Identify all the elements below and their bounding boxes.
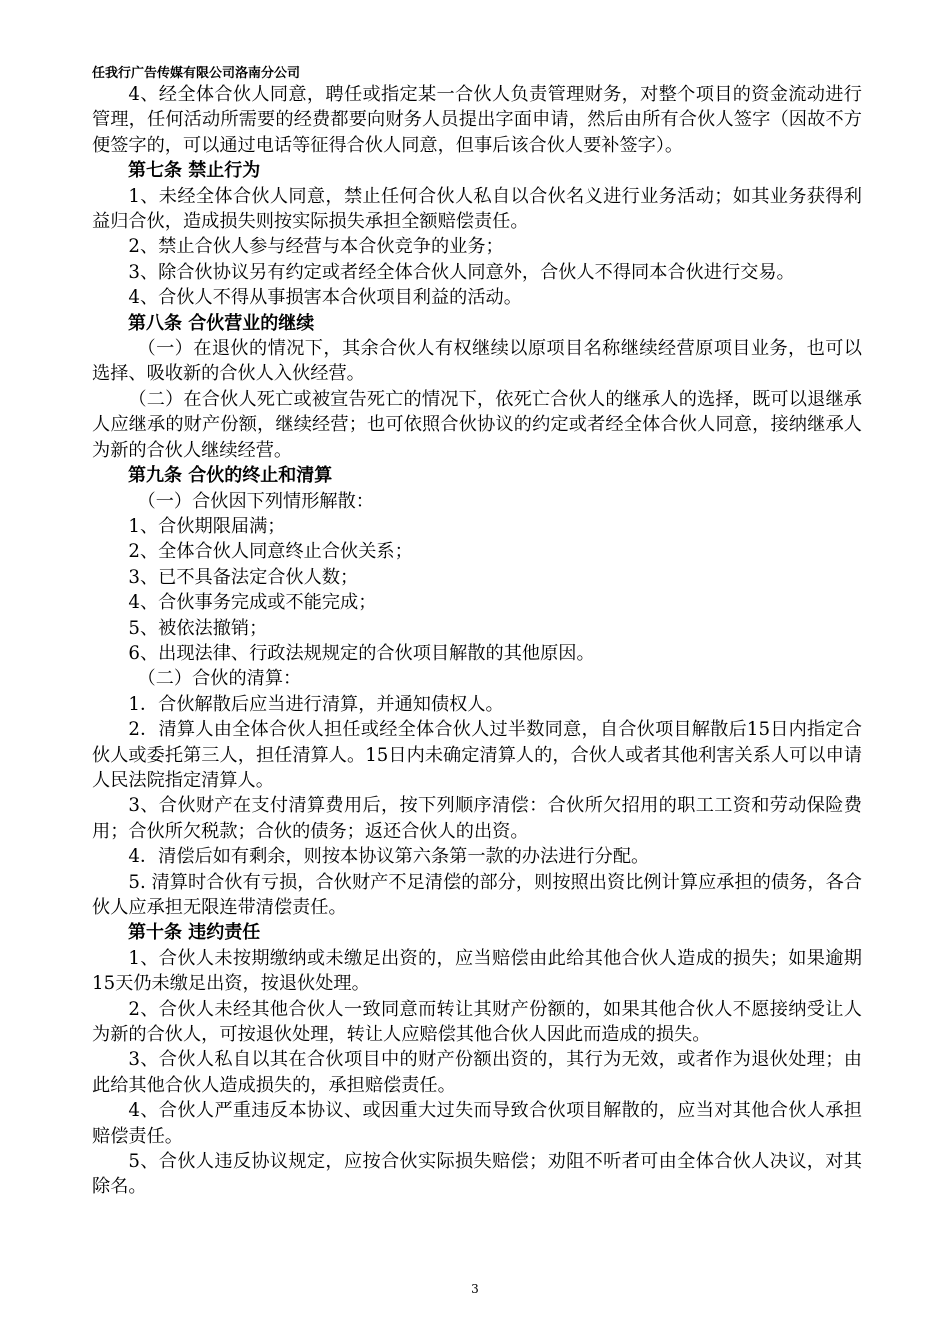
paragraph: 2、禁止合伙人参与经营与本合伙竞争的业务； xyxy=(128,236,504,258)
paragraph: 3、合伙人私自以其在合伙项目中的财产份额出资的，其行为无效，或者作为退伙处理；由此给其他合伙人造成损失的，承担赔偿责任。 xyxy=(92,1049,862,1096)
paragraph: 5、被依法撤销； xyxy=(128,617,268,639)
paragraph: 5. 清算时合伙有亏损，合伙财产不足清偿的部分，则按照出资比例计算应承担的债务，各合伙人应承担无限连带清偿责任。 xyxy=(92,871,862,918)
paragraph: 1、未经全体合伙人同意，禁止任何合伙人私自以合伙名义进行业务活动；如其业务获得利益归合伙，造成损失则按实际损失承担全额赔偿责任。 xyxy=(92,185,862,233)
paragraph: 4、合伙事务完成或不能完成； xyxy=(128,592,377,614)
section-heading: 第七条 禁止行为 xyxy=(128,160,261,182)
paragraph: 2、合伙人未经其他合伙人一致同意而转让其财产份额的，如果其他合伙人不愿接纳受让人为新的合伙人，可按退伙处理，转让人应赔偿其他合伙人因此而造成的损失。 xyxy=(92,998,862,1046)
paragraph: （一）在退伙的情况下，其余合伙人有权继续以原项目名称继续经营原项目业务，也可以选择、吸收新的合伙人入伙经营。 xyxy=(92,338,862,385)
page-number: 3 xyxy=(471,1282,479,1296)
section-heading: 第八条 合伙营业的继续 xyxy=(128,312,315,334)
paragraph: 4、经全体合伙人同意，聘任或指定某一合伙人负责管理财务，对整个项目的资金流动进行管理，任何活动所需要的经费都要向财务人员提出字面申请，然后由所有合伙人签字（因故不方便签字的，可以通过电话等征得合伙人同意，但事后该合伙人要补签字）。 xyxy=(92,84,862,156)
paragraph: 3、合伙财产在支付清算费用后，按下列顺序清偿：合伙所欠招用的职工工资和劳动保险费用；合伙所欠税款；合伙的债务；返还合伙人的出资。 xyxy=(92,795,862,842)
paragraph: 3、除合伙协议另有约定或者经全体合伙人同意外，合伙人不得同本合伙进行交易。 xyxy=(128,261,795,283)
paragraph: 5、合伙人违反协议规定，应按合伙实际损失赔偿；劝阻不听者可由全体合伙人决议，对其除名。 xyxy=(92,1151,862,1198)
paragraph: （一）合伙因下列情形解散： xyxy=(137,490,374,512)
paragraph: 2．清算人由全体合伙人担任或经全体合伙人过半数同意，自合伙项目解散后15日内指定合伙人或委托第三人，担任清算人。15日内未确定清算人的，合伙人或者其他利害关系人可以申请人民法院指定清算人。 xyxy=(92,719,862,791)
document-body xyxy=(92,82,862,1200)
paragraph: 2、全体合伙人同意终止合伙关系； xyxy=(128,541,413,563)
paragraph: 4、合伙人严重违反本协议、或因重大过失而导致合伙项目解散的，应当对其他合伙人承担赔偿责任。 xyxy=(92,1100,862,1147)
paragraph: 6、出现法律、行政法规规定的合伙项目解散的其他原因。 xyxy=(128,642,595,664)
paragraph: 1．合伙解散后应当进行清算，并通知债权人。 xyxy=(128,693,504,715)
paragraph: （二）合伙的清算： xyxy=(137,668,302,690)
paragraph: 3、已不具备法定合伙人数； xyxy=(128,566,359,588)
paragraph: 4、合伙人不得从事损害本合伙项目利益的活动。 xyxy=(128,287,522,309)
paragraph: 4．清偿后如有剩余，则按本协议第六条第一款的办法进行分配。 xyxy=(128,846,650,868)
section-heading: 第十条 违约责任 xyxy=(128,922,261,944)
paragraph: 1、合伙期限届满； xyxy=(128,515,286,537)
paragraph: 1、合伙人未按期缴纳或未缴足出资的，应当赔偿由此给其他合伙人造成的损失；如果逾期15天仍未缴足出资，按退伙处理。 xyxy=(92,947,862,995)
page-header-company: 任我行广告传媒有限公司洛南分公司 xyxy=(92,66,301,81)
section-heading: 第九条 合伙的终止和清算 xyxy=(128,465,333,487)
paragraph: （二）在合伙人死亡或被宣告死亡的情况下，依死亡合伙人的继承人的选择，既可以退继承人应继承的财产份额，继续经营；也可依照合伙协议的约定或者经全体合伙人同意，接纳继承人为新的合伙人继续经营。 xyxy=(92,388,862,461)
